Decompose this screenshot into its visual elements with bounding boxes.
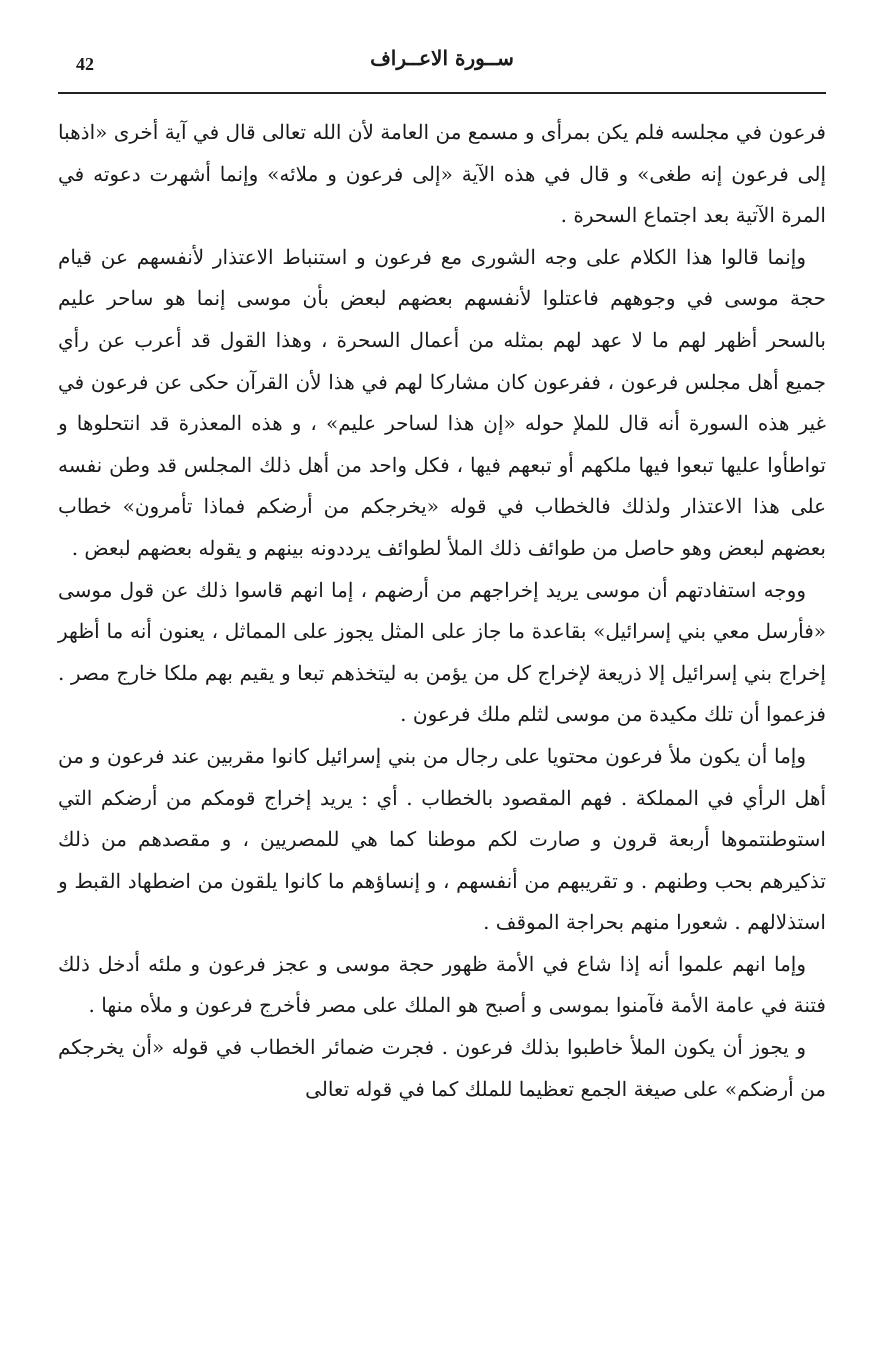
header-divider [58,92,826,94]
page-body [58,112,826,1110]
paragraph-4: وإما أن يكون ملأ فرعون محتويا على رجال من بني إسرائيل كانوا مقربين عند فرعون و من أهل الرأي في المملكة . فهم المقصود بالخطاب . أي : يريد إخراج قومكم من أرضكم التي استوطنتموها أربعة قرون و صارت لكم موطنا كما هي للمصريين ، و مقصدهم من ذلك تذكيرهم بحب وطنهم . و تقريبهم من أنفسهم ، و إنساؤهم ما كانوا يلقون من اضطهاد القبط و استذلالهم . شعورا منهم بحراجة الموقف . [58,743,826,935]
paragraph-5: وإما انهم علموا أنه إذا شاع في الأمة ظهور حجة موسى و عجز فرعون و ملئه أدخل ذلك فتنة في عامة الأمة فآمنوا بموسى و أصبح هو الملك على مصر فأخرج فرعون و ملأه منها . [58,951,826,1018]
paragraph-2: وإنما قالوا هذا الكلام على وجه الشورى مع فرعون و استنباط الاعتذار لأنفسهم عن قيام حجة موسى في وجوههم فاعتلوا لأنفسهم بعضهم لبعض بأن موسى إنما هو ساحر عليم بالسحر أظهر لهم ما لا عهد لهم بمثله من أعمال السحرة ، وهذا القول قد أعرب عن رأي جميع أهل مجلس فرعون ، ففرعون كان مشاركا لهم في هذا لأن القرآن حكى عن فرعون في غير هذه السورة أنه قال للملإ حوله «إن هذا لساحر عليم» ، و هذه المعذرة قد انتحلوها و تواطأوا عليها تبعوا فيها ملكهم أو تبعهم فيها ، فكل واحد من أهل ذلك المجلس قد وطن نفسه على هذا الاعتذار ولذلك فالخطاب في قوله «يخرجكم من أرضكم فماذا تأمرون» خطاب بعضهم لبعض وهو حاصل من طوائف ذلك الملأ لطوائف يرددونه بينهم و يقوله بعضهم لبعض . [58,244,826,560]
page-number: 42 [76,54,94,74]
paragraph-6: و يجوز أن يكون الملأ خاطبوا بذلك فرعون . فجرت ضمائر الخطاب في قوله «أن يخرجكم من أرضكم» على صيغة الجمع تعظيما للملك كما في قوله تعالى [58,1035,826,1101]
page-header [58,40,826,94]
paragraph-1: فرعون في مجلسه فلم يكن بمرأى و مسمع من العامة لأن الله تعالى قال في آية أخرى «اذهبا إلى فرعون إنه طغى» و قال في هذه الآية «إلى فرعون و ملائه» وإنما أشهرت دعوته في المرة الآتية بعد اجتماع السحرة . [58,120,826,228]
paragraph-3: ووجه استفادتهم أن موسى يريد إخراجهم من أرضهم ، إما انهم قاسوا ذلك عن قول موسى «فأرسل معي بني إسرائيل» بقاعدة ما جاز على المثل يجوز على المماثل ، يعنون أنه ما أظهر إخراج بني إسرائيل إلا ذريعة لإخراج كل من يؤمن به ليتخذهم تبعا و يقيم بهم ملكا خارج مصر . فزعموا أن تلك مكيدة من موسى لثلم ملك فرعون . [58,577,826,727]
surah-title: ســورة الاعــراف [370,46,514,70]
